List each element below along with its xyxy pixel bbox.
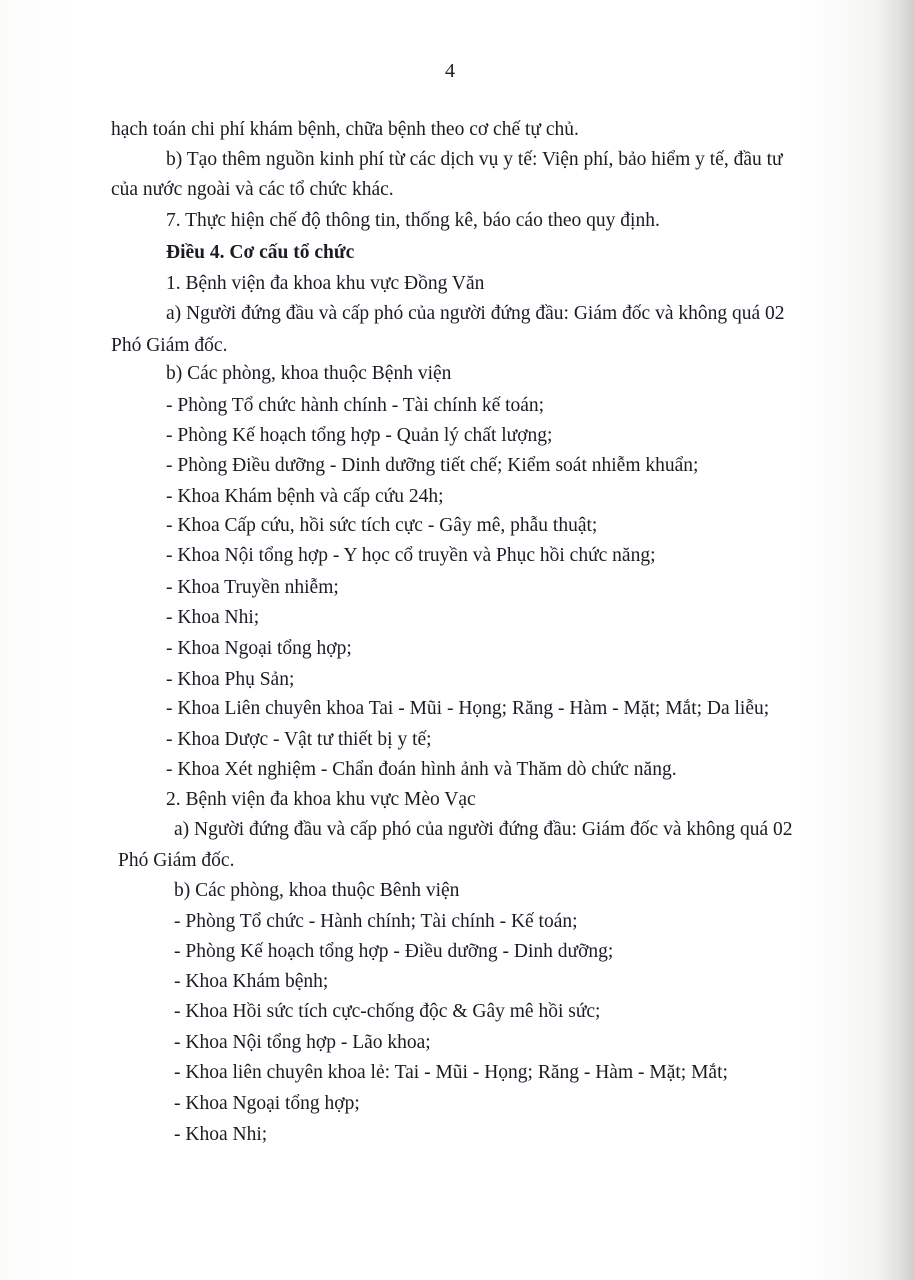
text-line: của nước ngoài và các tổ chức khác.: [111, 179, 394, 200]
list-item: - Khoa Xét nghiệm - Chẩn đoán hình ảnh và Thăm dò chức năng.: [166, 759, 677, 780]
page-edge-shadow: [876, 0, 914, 1280]
page-number: 4: [445, 60, 455, 82]
text-line: hạch toán chi phí khám bệnh, chữa bệnh theo cơ chế tự chủ.: [111, 119, 579, 140]
list-item: - Khoa Truyền nhiễm;: [166, 577, 339, 598]
text-line: a) Người đứng đầu và cấp phó của người đứng đầu: Giám đốc và không quá 02: [174, 819, 793, 840]
text-line: Phó Giám đốc.: [111, 335, 228, 356]
text-line: Phó Giám đốc.: [118, 850, 235, 871]
list-item: - Khoa liên chuyên khoa lẻ: Tai - Mũi - Họng; Răng - Hàm - Mặt; Mắt;: [174, 1062, 728, 1083]
text-line: a) Người đứng đầu và cấp phó của người đứng đầu: Giám đốc và không quá 02: [166, 303, 785, 324]
list-item: - Khoa Hồi sức tích cực-chống độc & Gây mê hồi sức;: [174, 1001, 601, 1022]
list-item: - Phòng Điều dưỡng - Dinh dưỡng tiết chế; Kiểm soát nhiễm khuẩn;: [166, 455, 699, 476]
list-item: - Khoa Khám bệnh và cấp cứu 24h;: [166, 486, 444, 507]
list-item: - Khoa Cấp cứu, hồi sức tích cực - Gây mê, phẫu thuật;: [166, 515, 598, 536]
list-item: - Phòng Tổ chức hành chính - Tài chính kế toán;: [166, 395, 545, 416]
text-line: 7. Thực hiện chế độ thông tin, thống kê, báo cáo theo quy định.: [166, 210, 660, 231]
list-item: - Phòng Kế hoạch tổng hợp - Điều dưỡng - Dinh dưỡng;: [174, 941, 614, 962]
list-item: - Khoa Nội tổng hợp - Y học cổ truyền và Phục hồi chức năng;: [166, 545, 656, 566]
text-line: b) Các phòng, khoa thuộc Bệnh viện: [166, 363, 452, 384]
list-item: - Khoa Khám bệnh;: [174, 971, 329, 992]
list-item: - Khoa Phụ Sản;: [166, 669, 295, 690]
section-heading: 1. Bệnh viện đa khoa khu vực Đồng Văn: [166, 273, 485, 294]
section-heading: 2. Bệnh viện đa khoa khu vực Mèo Vạc: [166, 789, 476, 810]
list-item: - Khoa Nội tổng hợp - Lão khoa;: [174, 1032, 431, 1053]
list-item: - Khoa Ngoại tổng hợp;: [174, 1093, 360, 1114]
list-item: - Phòng Kế hoạch tổng hợp - Quản lý chất lượng;: [166, 425, 553, 446]
list-item: - Khoa Liên chuyên khoa Tai - Mũi - Họng; Răng - Hàm - Mặt; Mắt; Da liễu;: [166, 698, 770, 719]
list-item: - Khoa Ngoại tổng hợp;: [166, 638, 352, 659]
list-item: - Khoa Dược - Vật tư thiết bị y tế;: [166, 729, 432, 750]
text-line: b) Các phòng, khoa thuộc Bênh viện: [174, 880, 460, 901]
article-heading: Điều 4. Cơ cấu tổ chức: [166, 242, 355, 263]
list-item: - Khoa Nhi;: [166, 607, 260, 628]
list-item: - Khoa Nhi;: [174, 1124, 268, 1145]
list-item: - Phòng Tổ chức - Hành chính; Tài chính - Kế toán;: [174, 911, 578, 932]
text-line: b) Tạo thêm nguồn kinh phí từ các dịch vụ y tế: Viện phí, bảo hiểm y tế, đầu tư: [166, 149, 783, 170]
